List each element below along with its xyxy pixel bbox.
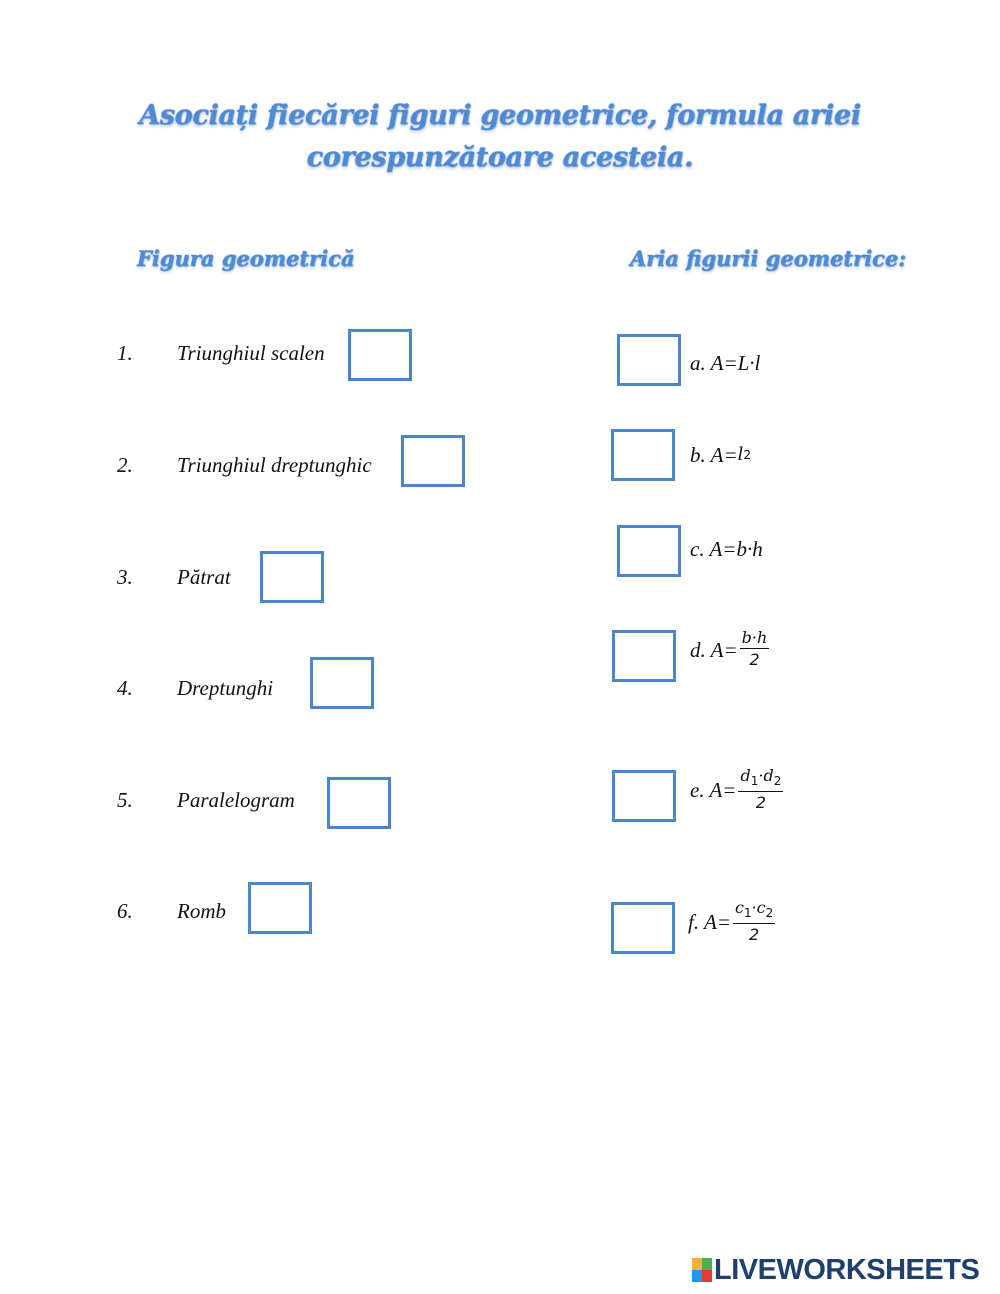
answer-box-6[interactable]: [248, 882, 312, 934]
answer-box-f[interactable]: [611, 902, 675, 954]
fraction-numerator: b·h: [741, 628, 768, 647]
fraction-denominator: 2: [749, 650, 760, 669]
figure-name: Pătrat: [177, 565, 231, 589]
formula-prefix: a. A=: [690, 351, 738, 375]
formula-prefix: e. A=: [690, 778, 737, 803]
figure-number: 1.: [117, 341, 133, 365]
right-column-header: Aria figurii geometrice:: [630, 246, 907, 271]
numerator-subscript: 1: [743, 906, 752, 921]
formula-d: [690, 628, 769, 671]
fraction-denominator: 2: [755, 793, 766, 813]
formula-base: l: [737, 444, 744, 465]
figure-name: Dreptunghi: [177, 676, 274, 700]
figure-name: Triunghiul scalen: [177, 341, 325, 365]
fraction-numerator: [738, 766, 783, 792]
fraction: [740, 628, 770, 671]
figure-name: Paralelogram: [177, 788, 295, 812]
answer-box-a[interactable]: [617, 334, 681, 386]
figure-number: 5.: [117, 788, 133, 812]
answer-box-1[interactable]: [348, 329, 412, 381]
answer-box-4[interactable]: [310, 657, 374, 709]
formula-expression: b·h: [736, 537, 763, 561]
figure-number: 3.: [117, 565, 133, 589]
formula-prefix: d. A=: [690, 637, 738, 662]
formula-prefix: f. A=: [688, 910, 731, 935]
numerator-subscript: 1: [750, 774, 759, 789]
fraction-denominator: 2: [749, 925, 760, 945]
formula-a: [690, 350, 760, 376]
answer-box-5[interactable]: [327, 777, 391, 829]
left-column-header: Figura geometrică: [137, 246, 355, 271]
numerator-var: c: [756, 898, 766, 917]
answer-box-e[interactable]: [612, 770, 676, 822]
figure-name: Romb: [177, 899, 226, 923]
answer-box-3[interactable]: [260, 551, 324, 603]
fraction: [733, 898, 775, 946]
answer-box-d[interactable]: [612, 630, 676, 682]
formula-b: [690, 442, 751, 468]
numerator-var: c: [734, 898, 744, 917]
answer-box-2[interactable]: [401, 435, 465, 487]
liveworksheets-logo-icon: [692, 1258, 712, 1282]
fraction: [738, 766, 783, 814]
numerator-dot: ·: [758, 766, 764, 785]
formula-prefix: b. A=: [690, 443, 738, 467]
formula-exponent: 2: [743, 448, 752, 462]
figure-name: Triunghiul dreptunghic: [177, 453, 372, 477]
figure-number: 4.: [117, 676, 133, 700]
answer-box-c[interactable]: [617, 525, 681, 577]
figure-number: 2.: [117, 453, 133, 477]
numerator-var: d: [740, 766, 751, 785]
answer-box-b[interactable]: [611, 429, 675, 481]
fraction-numerator: [733, 898, 775, 924]
numerator-dot: ·: [751, 898, 757, 917]
numerator-subscript: 2: [765, 906, 774, 921]
numerator-subscript: 2: [773, 774, 782, 789]
formula-f: [688, 898, 775, 946]
formula-prefix: c. A=: [690, 537, 737, 561]
formula-expression: L·l: [737, 351, 761, 375]
formula-e: [690, 766, 783, 814]
title-line-1: Asociați fiecărei figuri geometrice, formula ariei: [139, 100, 861, 131]
brand-text: LIVEWORKSHEETS: [714, 1254, 980, 1286]
worksheet-title: [100, 95, 900, 179]
numerator-var: d: [763, 766, 774, 785]
formula-c: [690, 536, 763, 562]
liveworksheets-brand: [692, 1255, 979, 1285]
figure-number: 6.: [117, 899, 133, 923]
title-line-2: corespunzătoare acesteia.: [306, 142, 694, 173]
